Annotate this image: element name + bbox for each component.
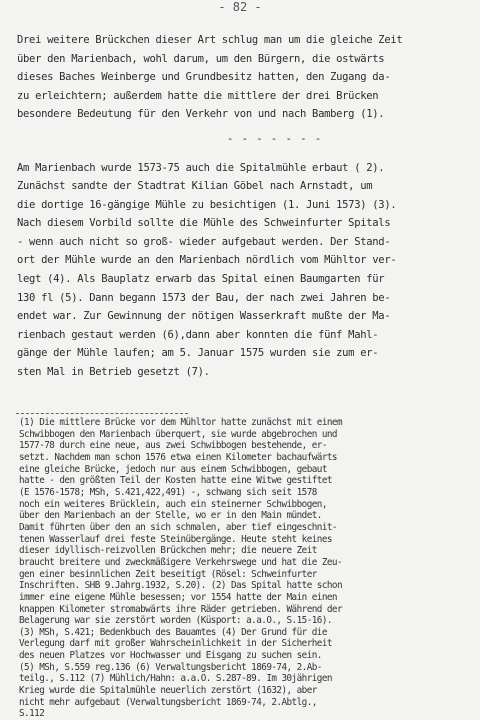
- footnote-line: (1) Die mittlere Brücke vor dem Mühltor hatte zunächst mit einem: [19, 417, 343, 428]
- footnote-line: eine gleiche Brücke, jedoch nur aus einem Schwibbogen, gebaut: [19, 463, 327, 475]
- text-line: legt (4). Als Bauplatz erwarb das Spital einen Baumgarten für: [17, 273, 385, 286]
- footnote-line: Verlegung darf mit großer Wahrscheinlichkeit in der Sicherheit: [19, 638, 332, 650]
- footnote-line: S.112: [19, 708, 45, 720]
- section-separator: - - - - - - -: [227, 132, 323, 145]
- footnote-line: teilg., S.112 (7) Mühlich/Hahn: a.a.O. S.287-89. Im 30jährigen: [19, 673, 332, 685]
- footnote-line: (E 1576-1578; MSh, S.421,422,491) -, schwang sich seit 1578: [19, 486, 317, 498]
- footnote-line: Krieg wurde die Spitalmühle neuerlich zerstört (1632), aber: [19, 685, 317, 697]
- text-line: gänge der Mühle laufen; am 5. Januar 1575 wurden sie zum er-: [17, 347, 379, 360]
- footnotes: [19, 417, 475, 720]
- text-line: rienbach gestaut werden (6),dann aber konnten die fünf Mahl-: [17, 328, 379, 341]
- text-line: Drei weitere Brückchen dieser Art schlug man um die gleiche Zeit: [17, 34, 403, 46]
- footnote-line: dieser idyllisch-reizvollen Brückchen mehr; die neuere Zeit: [19, 545, 317, 557]
- text-line: 130 fl (5). Dann begann 1573 der Bau, der nach zwei Jahren be-: [17, 291, 391, 304]
- footnote-line: immer eine eigene Mühle besessen; vor 1554 hatte der Main einen: [19, 591, 337, 603]
- text-line: besondere Bedeutung für den Verkehr von und nach Bamberg (1).: [17, 108, 385, 120]
- paragraph-bridges: [17, 31, 475, 124]
- footnote-line: braucht breitere und zweckmäßigere Verkehrswege und hat die Zeu-: [19, 556, 343, 568]
- text-line: Nach diesem Vorbild sollte die Mühle des Schweinfurter Spitals: [17, 217, 391, 230]
- text-line: - wenn auch nicht so groß- wieder aufgebaut werden. Der Stand-: [17, 235, 391, 248]
- footnote-line: über den Marienbach an der Stelle, wo er in den Main mündet.: [19, 510, 322, 522]
- text-line: Zunächst sandte der Stadtrat Kilian Göbel nach Arnstadt, um: [17, 180, 373, 193]
- footnote-line: nicht mehr aufgebaut (Verwaltungsbericht 1869-74, 2.Abtlg.,: [19, 696, 317, 708]
- text-line: dieses Baches Weinberge und Grundbesitz hatten, den Zugang da-: [17, 71, 391, 83]
- footnote-line: tenen Wasserlauf drei feste Steinübergänge. Heute steht keines: [19, 533, 332, 545]
- paragraph-spitalmuehle: [17, 159, 475, 382]
- page-number: - 82 -: [218, 0, 262, 14]
- text-line: Am Marienbach wurde 1573-75 auch die Spitalmühle erbaut ( 2).: [17, 161, 385, 174]
- text-line: die dortige 16-gängige Mühle zu besichtigen (1. Juni 1573) (3).: [17, 198, 397, 211]
- footnote-line: hatte - den größten Teil der Kosten hatte eine Witwe gestiftet: [19, 475, 332, 487]
- footnote-line: gen einer besinnlichen Zeit beseitigt (Rösel: Schweinfurter: [19, 568, 317, 580]
- text-line: endet war. Zur Gewinnung der nötigen Wasserkraft mußte der Ma-: [17, 310, 391, 323]
- footnote-line: Belagerung war sie zerstört worden (Küsport: a.a.O., S.15-16).: [19, 615, 332, 627]
- footnote-line: setzt. Nachdem man schon 1576 etwa einen Kilometer bachaufwärts: [19, 451, 337, 463]
- footnote-line: knappen Kilometer stromabwärts ihre Räder getrieben. Während der: [19, 603, 343, 615]
- footnote-line: Schwibbogen den Marienbach überquert, sie wurde abgebrochen und: [19, 428, 337, 440]
- footnote-line: (3) MSh, S.421; Bedenkbuch des Bauamtes (4) Der Grund für die: [19, 626, 327, 638]
- footnote-line: Damit führten über den an sich schmalen, aber tief eingeschnit-: [19, 521, 337, 533]
- main-text: [17, 31, 475, 382]
- footnote-line: des neuen Platzes vor Hochwasser und Eisgang zu suchen sein.: [19, 650, 322, 662]
- footnote-line: 1577-78 durch eine neue, aus zwei Schwibbogen bestehende, er-: [19, 440, 327, 452]
- text-line: ort der Mühle wurde an den Marienbach nördlich vom Mühltor ver-: [17, 254, 397, 267]
- footnote-line: Inschriften. SHB 9.Jahrg.1932, S.20). (2) Das Spital hatte schon: [19, 580, 343, 592]
- text-line: zu erleichtern; außerdem hatte die mittlere der drei Brücken: [17, 89, 379, 102]
- text-line: sten Mal in Betrieb gesetzt (7).: [17, 366, 210, 379]
- footnote-divider: [16, 413, 188, 414]
- footnote-line: (5) MSh, S.559 reg.136 (6) Verwaltungsbericht 1869-74, 2.Ab-: [19, 661, 322, 673]
- footnote-line: noch ein weiteres Brücklein, auch ein steinerner Schwibbogen,: [19, 498, 327, 510]
- text-line: über den Marienbach, wohl darum, um den Bürgern, die ostwärts: [17, 52, 385, 65]
